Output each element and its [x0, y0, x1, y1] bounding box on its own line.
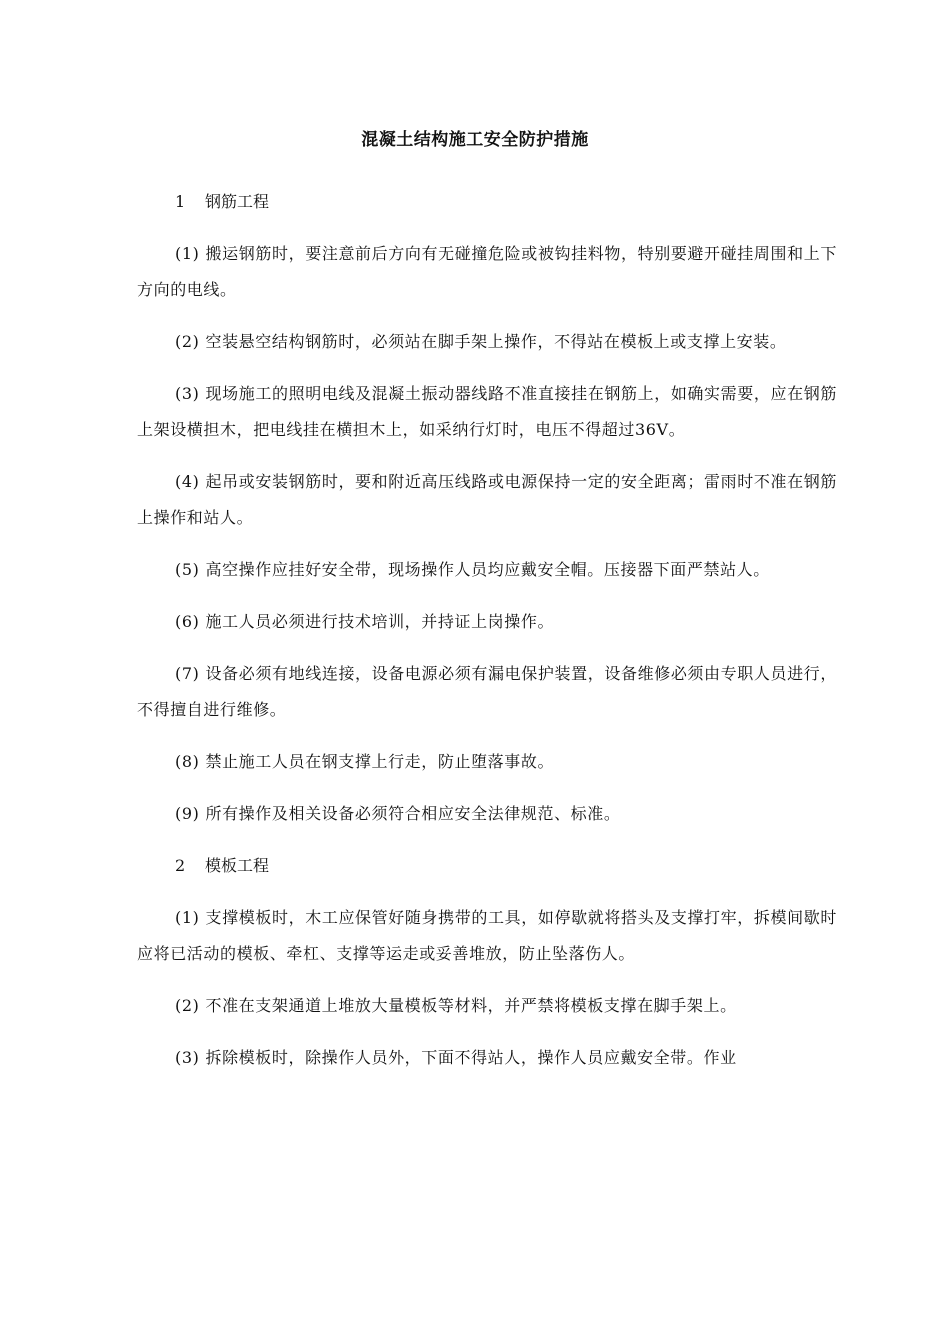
item-number: (2): [175, 996, 200, 1015]
item-text: 高空操作应挂好安全带，现场操作人员均应戴安全帽。压接器下面严禁站人。: [205, 560, 770, 579]
item-number: (5): [175, 560, 200, 579]
paragraph-item: [137, 376, 837, 448]
item-number: (9): [175, 804, 200, 823]
section-number: 1: [175, 192, 186, 211]
section-title: 模板工程: [205, 856, 270, 875]
item-text: 搬运钢筋时，要注意前后方向有无碰撞危险或被钩挂料物，特别要避开碰挂周围和上下方向的电线。: [137, 244, 837, 299]
item-text: 施工人员必须进行技术培训，并持证上岗操作。: [205, 612, 555, 631]
item-text: 拆除模板时，除操作人员外，下面不得站人，操作人员应戴安全带。作业: [205, 1048, 737, 1067]
item-number: (3): [175, 1048, 200, 1067]
section-number: 2: [175, 856, 186, 875]
item-number: (8): [175, 752, 200, 771]
item-text: 所有操作及相关设备必须符合相应安全法律规范、标准。: [205, 804, 621, 823]
item-number: (1): [175, 244, 200, 263]
paragraph-item: [137, 796, 837, 832]
paragraph-item: [137, 1040, 837, 1076]
item-text: 现场施工的照明电线及混凝土振动器线路不准直接挂在钢筋上，如确实需要，应在钢筋上架设横担木，把电线挂在横担木上，如采纳行灯时，电压不得超过36V。: [137, 384, 837, 439]
section-heading-steel: [137, 184, 837, 220]
paragraph-item: [137, 324, 837, 360]
section-heading-formwork: [137, 848, 837, 884]
item-text: 起吊或安装钢筋时，要和附近高压线路或电源保持一定的安全距离；雷雨时不准在钢筋上操作和站人。: [137, 472, 837, 527]
paragraph-item: [137, 900, 837, 972]
paragraph-item: [137, 236, 837, 308]
section-title: 钢筋工程: [205, 192, 270, 211]
item-number: (1): [175, 908, 200, 927]
paragraph-item: [137, 744, 837, 780]
item-number: (6): [175, 612, 200, 631]
item-number: (2): [175, 332, 200, 351]
paragraph-item: [137, 552, 837, 588]
paragraph-item: [137, 988, 837, 1024]
paragraph-item: [137, 656, 837, 728]
item-number: (3): [175, 384, 200, 403]
item-text: 支撑模板时，木工应保管好随身携带的工具，如停歇就将搭头及支撑打牢，拆模间歇时应将已活动的模板、牵杠、支撑等运走或妥善堆放，防止坠落伤人。: [137, 908, 837, 963]
item-number: (4): [175, 472, 200, 491]
paragraph-item: [137, 464, 837, 536]
document-title: 混凝土结构施工安全防护措施: [361, 130, 589, 150]
item-text: 禁止施工人员在钢支撑上行走，防止堕落事故。: [205, 752, 555, 771]
item-text: 不准在支架通道上堆放大量模板等材料，并严禁将模板支撑在脚手架上。: [205, 996, 737, 1015]
item-text: 空装悬空结构钢筋时，必须站在脚手架上操作，不得站在模板上或支撑上安装。: [205, 332, 787, 351]
document-body: [137, 184, 837, 1092]
paragraph-item: [137, 604, 837, 640]
item-text: 设备必须有地线连接，设备电源必须有漏电保护装置，设备维修必须由专职人员进行，不得擅自进行维修。: [137, 664, 837, 719]
item-number: (7): [175, 664, 200, 683]
